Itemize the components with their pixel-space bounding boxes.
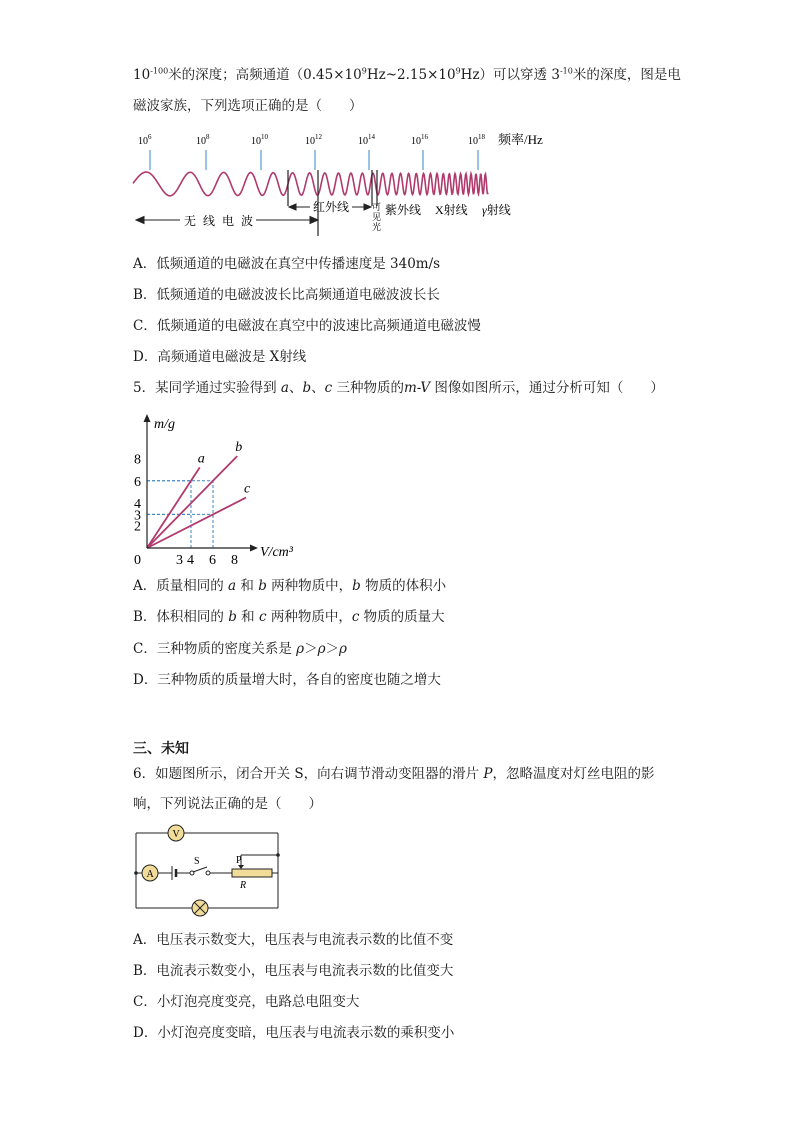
q5-stem — [133, 379, 664, 397]
q6-option-a[interactable]: A．电压表示数变大，电压表与电流表示数的比值不变 — [133, 932, 454, 948]
opt-var: ρ — [296, 641, 305, 657]
battery-icon — [172, 866, 176, 880]
q5-text: 三种物质的 — [332, 380, 404, 396]
mv-chart — [128, 408, 318, 566]
q6-stem-line2: 响，下列说法正确的是（ ） — [133, 796, 322, 812]
y-tick-label: 8 — [134, 452, 141, 468]
q6-text: 6．如题图所示，闭合开关 S，向右调节滑动变阻器的滑片 — [133, 766, 484, 782]
tick-label: $10^{18}$ — [468, 133, 485, 147]
voltmeter-icon — [168, 825, 184, 841]
series-line-a — [147, 467, 200, 548]
q6-option-d[interactable]: D．小灯泡亮度变暗，电压表与电流表示数的乘积变小 — [133, 1025, 455, 1041]
q4-option-b[interactable]: B．低频通道的电磁波波长比高频通道电磁波波长长 — [133, 287, 440, 303]
q5-text: 、 — [311, 380, 325, 396]
series-line-c — [147, 498, 246, 548]
circuit-diagram — [128, 820, 288, 920]
q4-text: Hz~2.15×10 — [366, 67, 456, 83]
radio-wave-label: 无 线 电 波 — [184, 214, 256, 228]
opt-text: 物质的质量大 — [359, 609, 445, 625]
q4-option-d[interactable]: D．高频通道电磁波是 X射线 — [133, 349, 307, 365]
visible-label-3: 光 — [372, 222, 382, 232]
series-label-c: c — [244, 481, 251, 497]
opt-text: ＞ — [325, 641, 339, 657]
q5-var: m-V — [403, 380, 431, 396]
q5-text: 5．某同学通过实验得到 — [133, 380, 281, 396]
opt-var: c — [258, 609, 267, 625]
y-tick-label: 4 — [134, 497, 141, 513]
series-line-b — [147, 456, 237, 548]
q5-option-d[interactable] — [133, 671, 441, 689]
x-tick-label: 6 — [209, 553, 216, 566]
q4-sup: 9 — [361, 66, 367, 76]
tick-label: $10^{14}$ — [358, 133, 375, 147]
q4-text: Hz）可以穿透 3 — [460, 67, 560, 83]
opt-text: ＞ — [304, 641, 318, 657]
series-label-a: a — [197, 451, 205, 467]
x-tick-label: 4 — [187, 553, 194, 566]
y-axis-label: m/g — [154, 417, 175, 432]
junction-dot — [276, 853, 280, 857]
switch-label: S — [194, 856, 200, 867]
ammeter-icon — [142, 865, 158, 881]
rheostat-icon — [232, 869, 272, 877]
q5-var: c — [324, 380, 333, 396]
opt-text: 两种物质中， — [266, 578, 353, 594]
q4-intro-line1 — [133, 66, 681, 84]
gamma-label: γ射线 — [482, 203, 511, 217]
junction-dot — [134, 871, 138, 875]
slider-label: P — [236, 855, 242, 866]
y-axis-arrow — [144, 414, 151, 422]
q4-sup: 9 — [455, 66, 461, 76]
resistor-label: R — [240, 880, 247, 891]
q5-option-b[interactable] — [133, 608, 445, 626]
q6-var: P — [483, 766, 493, 782]
series-label-b: b — [235, 440, 243, 456]
x-tick-label: 3 — [176, 553, 183, 566]
q4-text: 米的深度，图是电 — [572, 67, 681, 83]
y-tick-label: 6 — [134, 474, 141, 490]
xray-label: X射线 — [435, 203, 468, 217]
q6-option-c[interactable]: C．小灯泡亮度变亮，电路总电阻变大 — [133, 994, 360, 1010]
opt-var: c — [351, 609, 360, 625]
q6-text: ，忽略温度对灯丝电阻的影 — [492, 766, 655, 782]
ammeter-label: A — [146, 869, 154, 880]
q4-option-a[interactable]: A．低频通道的电磁波在真空中传播速度是 340m/s — [133, 256, 441, 272]
opt-text: D．三种物质的质量增大时，各自的密度也随之增大 — [133, 672, 441, 688]
infrared-label: 红外线 — [313, 200, 350, 214]
opt-var: ρ — [339, 641, 347, 657]
q5-text: 、 — [288, 380, 303, 396]
tick-label: $10^{16}$ — [411, 133, 428, 147]
frequency-ticks — [138, 132, 543, 147]
opt-text: A．质量相同的 — [133, 578, 229, 594]
mv-series — [147, 440, 251, 548]
opt-text: B．体积相同的 — [133, 609, 229, 625]
opt-var: b — [352, 578, 361, 594]
tick-label: $10^{12}$ — [305, 133, 322, 147]
q4-sup: -10 — [559, 66, 573, 76]
em-wave — [133, 172, 488, 196]
opt-text: 物质的体积小 — [360, 578, 447, 594]
q5-var: a — [280, 380, 289, 396]
visible-label-2: 见 — [372, 212, 382, 222]
opt-text: C．三种物质的密度关系是 — [133, 641, 297, 657]
opt-var: ρ — [317, 641, 326, 657]
x-tick-label: 8 — [231, 553, 238, 566]
q6-option-b[interactable]: B．电流表示数变小，电压表与电流表示数的比值变大 — [133, 963, 454, 979]
opt-var: b — [228, 609, 237, 625]
opt-var: a — [228, 578, 237, 594]
uv-label: 紫外线 — [385, 203, 422, 217]
q4-option-c[interactable]: C．低频通道的电磁波在真空中的波速比高频通道电磁波慢 — [133, 318, 481, 334]
tick-label: $10^{10}$ — [251, 133, 268, 147]
x-tick-label: 0 — [134, 553, 141, 566]
q5-text: 图像如图所示，通过分析可知（ ） — [430, 380, 664, 396]
q5-option-c[interactable] — [133, 640, 347, 658]
opt-var: b — [258, 578, 267, 594]
y-tick-label: 3 — [134, 508, 141, 524]
voltmeter-label: V — [172, 829, 180, 840]
q5-var: b — [302, 380, 312, 396]
opt-text: 和 — [236, 578, 259, 594]
opt-text: 和 — [236, 609, 259, 625]
lamp-icon — [192, 900, 208, 916]
switch-icon — [190, 867, 210, 875]
q4-intro-line2: 磁波家族，下列选项正确的是（ ） — [133, 98, 363, 114]
q4-sup: -100 — [150, 66, 169, 76]
em-spectrum-figure — [128, 128, 548, 240]
opt-text: 两种物质中， — [266, 609, 352, 625]
q5-option-a[interactable] — [133, 577, 446, 595]
x-axis-arrow — [250, 545, 258, 552]
mv-axes — [144, 414, 259, 552]
q6-stem-line1 — [133, 765, 655, 783]
y-tick-label: 2 — [134, 519, 141, 535]
q4-text: 10 — [133, 67, 151, 83]
tick-label: $10^6$ — [138, 133, 152, 147]
section-title: 三、未知 — [133, 741, 189, 757]
tick-marks — [150, 150, 478, 170]
visible-label-1: 可 — [372, 202, 382, 212]
frequency-axis-label: 频率/Hz — [498, 132, 543, 147]
tick-label: $10^8$ — [196, 133, 210, 147]
q4-text: 米的深度；高频通道（0.45×10 — [168, 67, 362, 83]
x-axis-label: V/cm³ — [260, 545, 293, 560]
